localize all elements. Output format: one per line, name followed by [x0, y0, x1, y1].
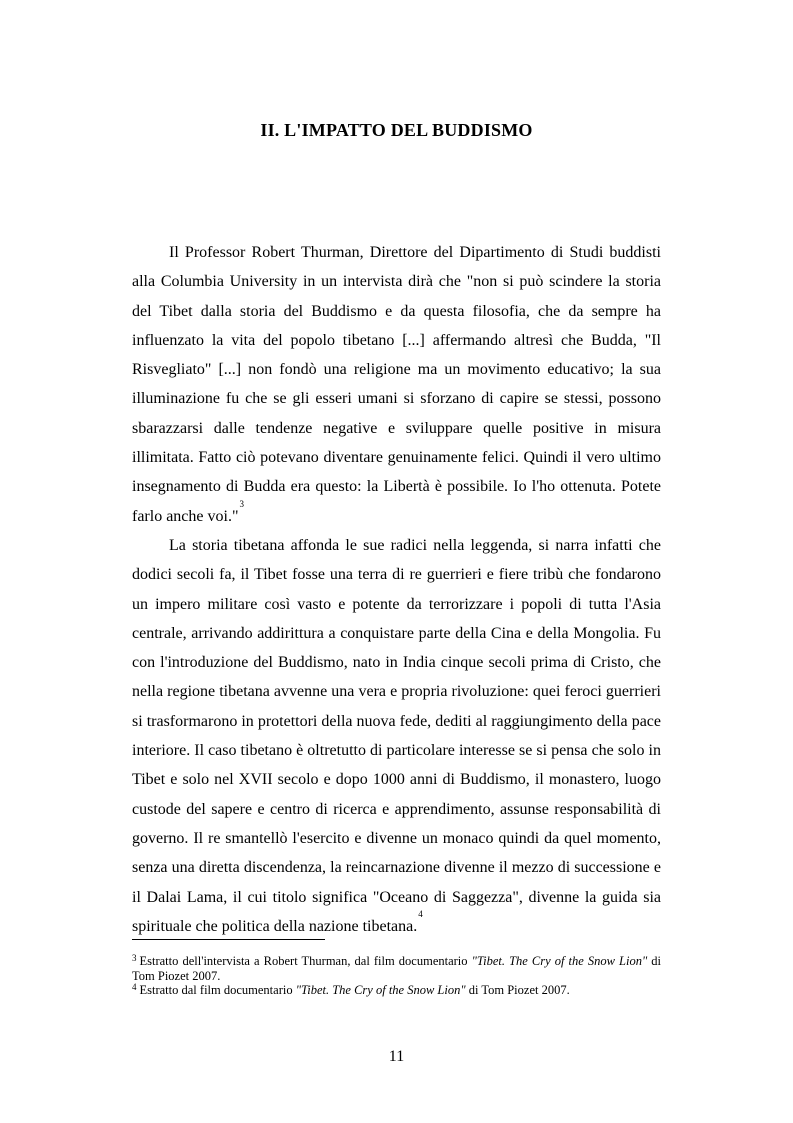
footnotes: [132, 954, 661, 998]
page-number: 11: [388, 1048, 405, 1065]
chapter-title: II. L'IMPATTO DEL BUDDISMO: [260, 120, 533, 140]
paragraph-text: Il Professor Robert Thurman, Direttore del Dipartimento di Studi buddisti alla Columbia University in un intervista dirà che "non si può scindere la storia del Tibet dalla storia del Buddismo e da questa filosofia, che da sempre ha influenzato la vita del popolo tibetano [...] affermando altresì che Budda, "Il Risvegliato" [...] non fondò una religione ma un movimento educativo; la sua illuminazione fu che se gli esseri umani si sforzano di capire se stessi, possono sbarazzarsi dalle tendenze negative e sviluppare quelle positive in misura illimitata. Fatto ciò potevano diventare genuinamente felici. Quindi il vero ultimo insegnamento di Budda era questo: la Libertà è possibile. Io l'ho ottenuta. Potete farlo anche voi.": [132, 244, 661, 525]
footnote: [132, 983, 661, 998]
paragraph-text: La storia tibetana affonda le sue radici nella leggenda, si narra infatti che dodici secoli fa, il Tibet fosse una terra di re guerrieri e fiere tribù che fondarono un impero militare così vasto e potente da terrorizzare i popoli di tutta l'Asia centrale, arrivando addirittura a conquistare parte della Cina e della Mongolia. Fu con l'introduzione del Buddismo, nato in India cinque secoli prima di Cristo, che nella regione tibetana avvenne una vera e propria rivoluzione: quei feroci guerrieri si trasformarono in protettori della nuova fede, dediti al raggiungimento della pace interiore. Il caso tibetano è oltretutto di particolare interesse se si pensa che solo in Tibet e solo nel XVII secolo e dopo 1000 anni di Buddismo, il monastero, luogo custode del sapere e centro di ricerca e apprendimento, assunse responsabilità di governo. Il re smantellò l'esercito e divenne un monaco quindi da quel momento, senza una diretta discendenza, la reincarnazione divenne il mezzo di successione e il Dalai Lama, il cui titolo significa "Oceano di Saggezza", divenne la guida sia spirituale che politica della nazione tibetana.: [132, 536, 661, 935]
footnote-separator: [132, 939, 325, 940]
paragraph: [132, 531, 661, 941]
paragraph: [132, 238, 661, 531]
footnote-text: Estratto dell'intervista a Robert Thurman, dal film documentario: [139, 954, 472, 968]
footnote-text: di Tom Piozet 2007.: [465, 983, 570, 997]
footnote-number: 4: [132, 982, 137, 992]
footnote: [132, 954, 661, 983]
footnote-reference[interactable]: 3: [239, 498, 244, 509]
footnote-number: 3: [132, 953, 137, 963]
footnote-film-title: "Tibet. The Cry of the Snow Lion": [295, 983, 466, 997]
footnote-text: di Tom Piozet 2007.: [132, 954, 662, 983]
footnote-film-title: "Tibet. The Cry of the Snow Lion": [471, 954, 648, 968]
footnote-reference[interactable]: 4: [418, 908, 423, 919]
footnote-text: Estratto dal film documentario: [139, 983, 296, 997]
body-text: [132, 238, 661, 941]
